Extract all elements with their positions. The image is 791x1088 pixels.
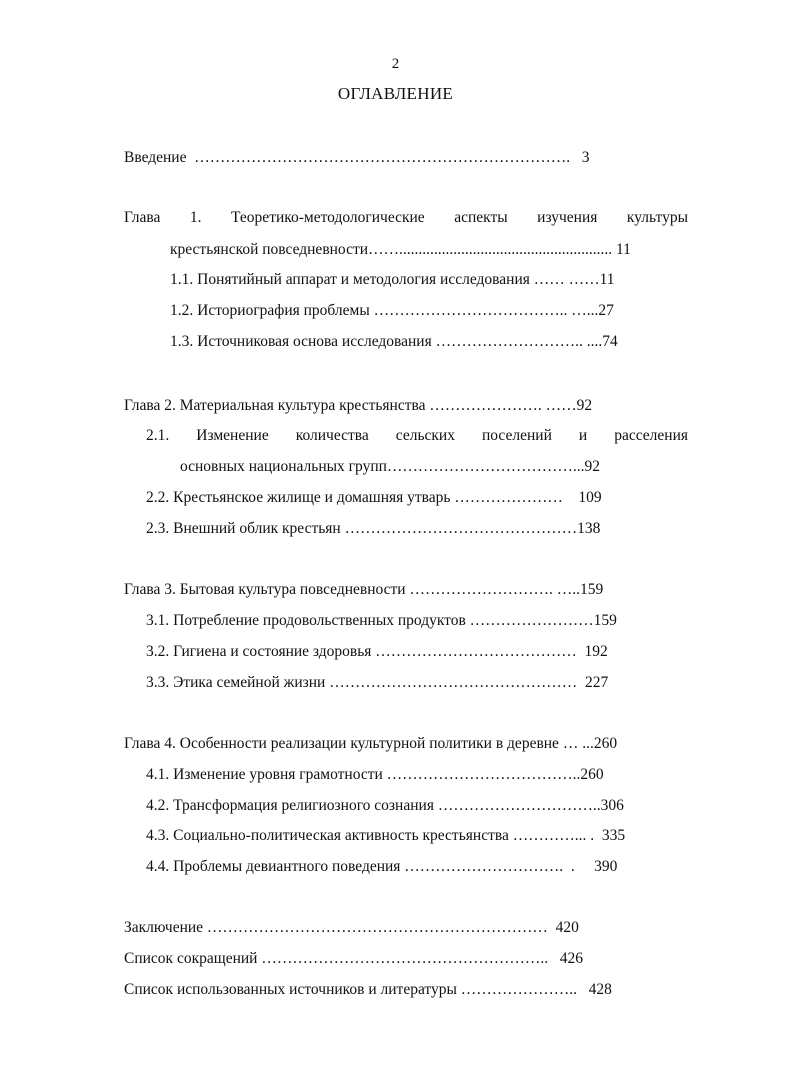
toc-entry-chapter-4: Глава 4. Особенности реализации культурной политики в деревне … ...260 (124, 735, 618, 752)
toc-entry-section-1-2: 1.2. Историография проблемы ……………………………….. …...27 (170, 302, 614, 319)
toc-entry-intro: Введение ………………………………………………………………. 3 (124, 149, 590, 166)
toc-entry-section-2-3: 2.3. Внешний облик крестьян ………………………………………138 (146, 520, 601, 537)
toc-entry-abbreviations: Список сокращений ……………………………………………….. 426 (124, 950, 583, 967)
toc-entry-section-4-1: 4.1. Изменение уровня грамотности ………………………………..260 (146, 766, 604, 783)
toc-entry-section-4-2: 4.2. Трансформация религиозного сознания …………………………..306 (146, 797, 624, 814)
toc-entry-conclusion: Заключение ………………………………………………………… 420 (124, 919, 579, 936)
page-title: ОГЛАВЛЕНИЕ (337, 84, 454, 103)
toc-entry-chapter-2: Глава 2. Материальная культура крестьянства …………………. ……92 (124, 397, 593, 414)
toc-entry-section-1-1: 1.1. Понятийный аппарат и методология исследования …… ……11 (170, 271, 615, 288)
toc-entry-section-3-1: 3.1. Потребление продовольственных продуктов ……………………159 (146, 612, 617, 629)
toc-entry-chapter-1-line-2: крестьянской повседневности……....................................................... 11 (170, 241, 631, 258)
toc-entry-section-3-2: 3.2. Гигиена и состояние здоровья ………………………………… 192 (146, 643, 608, 660)
toc-entry-section-1-3: 1.3. Источниковая основа исследования ……………………….. ....74 (170, 333, 618, 350)
toc-entry-sources: Список использованных источников и литературы ………………….. 428 (124, 981, 612, 998)
page-number: 2 (391, 56, 400, 72)
toc-entry-section-3-3: 3.3. Этика семейной жизни ………………………………………… 227 (146, 674, 609, 691)
toc-entry-section-2-2: 2.2. Крестьянское жилище и домашняя утварь ………………… 109 (146, 489, 602, 506)
toc-entry-chapter-3: Глава 3. Бытовая культура повседневности ………………………. …..159 (124, 581, 604, 598)
toc-entry-section-2-1-line-1: 2.1. Изменение количества сельских поселений и расселения (146, 427, 688, 444)
toc-entry-section-4-3: 4.3. Социально-политическая активность крестьянства …………... . 335 (146, 827, 626, 844)
toc-entry-section-2-1-line-2: основных национальных групп………………………………...92 (180, 458, 601, 475)
toc-entry-section-4-4: 4.4. Проблемы девиантного поведения …………………………. . 390 (146, 858, 618, 875)
toc-entry-chapter-1-line-1: Глава 1. Теоретико-методологические аспекты изучения культуры (124, 209, 688, 226)
